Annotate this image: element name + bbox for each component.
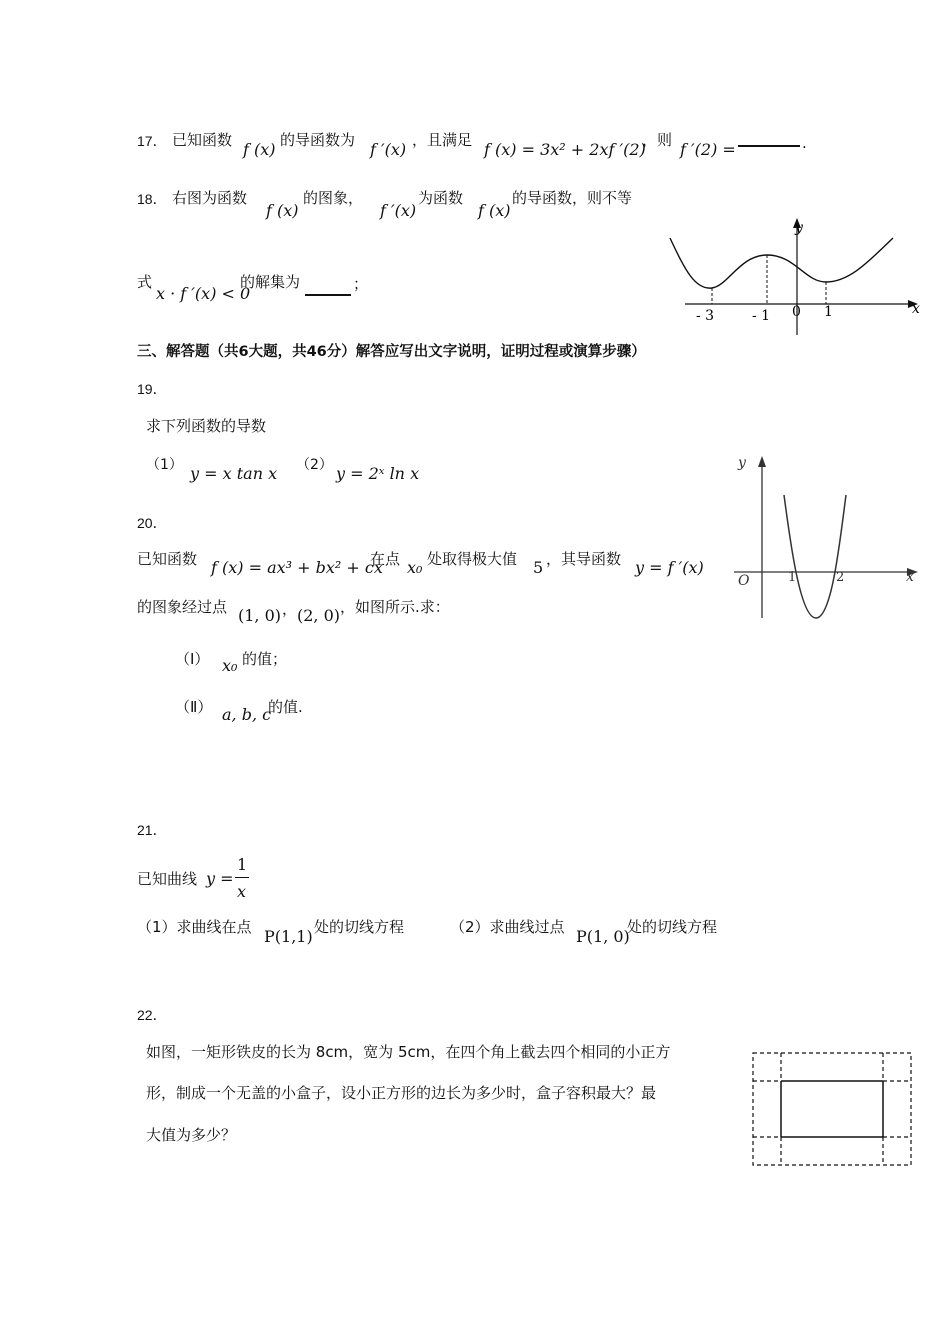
fraction-denominator: x [237, 882, 247, 901]
text: 处取得极大值 [427, 550, 518, 568]
question-number: 20． [137, 515, 167, 531]
answer-blank [738, 131, 800, 147]
math-expression: a, b, c [222, 705, 272, 724]
math-expression: P(1,1) [264, 927, 313, 946]
metal-sheet-figure [750, 1050, 915, 1168]
tick-label: - 1 [752, 308, 771, 324]
text: 处的切线方程 [627, 918, 718, 936]
text: ，则 [642, 131, 673, 149]
text: ，其导函数 [546, 550, 622, 568]
math-expression: x · f ′(x) < 0 [156, 284, 251, 303]
x-axis-label: x [906, 569, 914, 585]
question-number: 21． [137, 822, 167, 838]
text: 的导函数为 [280, 131, 356, 149]
text: ，如图所示.求： [340, 598, 450, 616]
question-number: 17． [137, 133, 167, 149]
derivative-graph-q20 [728, 450, 928, 625]
tick-label: 2 [836, 570, 845, 585]
text: 形，制成一个无盖的小盒子，设小正方形的边长为多少时，盒子容积最大？最 [146, 1084, 657, 1102]
text: 已知函数 [172, 131, 233, 149]
text: ， [282, 600, 298, 618]
math-expression: 5 [533, 558, 544, 577]
text: ； [353, 275, 369, 293]
question-number: 18． [137, 191, 167, 207]
origin-label: O [738, 573, 750, 589]
text: 在点 [370, 550, 401, 568]
text: 式 [137, 273, 153, 291]
function-graph-q18 [660, 210, 930, 340]
part-label: （1） [146, 457, 183, 473]
question-number: 19． [137, 381, 167, 397]
parabola [784, 495, 846, 618]
text: 大值为多少？ [146, 1126, 237, 1144]
text: 的图象， [303, 189, 364, 207]
math-expression: f (x) [266, 201, 299, 220]
text: 的导函数，则不等 [512, 189, 633, 207]
y-axis-label: y [738, 455, 746, 471]
tick-label: - 3 [696, 308, 715, 324]
math-expression: f (x) = 3x² + 2xf ′(2) [484, 140, 646, 159]
text: 为函数 [418, 189, 464, 207]
fraction-bar [235, 877, 249, 878]
curve [670, 238, 893, 288]
math-expression: f ′(x) [380, 201, 417, 220]
y-axis-label: y [795, 220, 803, 236]
math-expression: (1, 0) [238, 606, 282, 625]
math-expression: (2, 0) [297, 606, 341, 625]
text: 已知函数 [137, 550, 198, 568]
math-expression: f (x) [243, 140, 276, 159]
text: ，且满足 [412, 131, 473, 149]
text: 处的切线方程 [314, 918, 405, 936]
text: 求下列函数的导数 [146, 417, 267, 435]
math-expression: y = [206, 869, 234, 888]
text: 右图为函数 [172, 189, 248, 207]
math-expression: f ′(x) [370, 140, 407, 159]
tick-label: 0 [792, 304, 801, 320]
text: 的解集为 [240, 273, 301, 291]
math-expression: f (x) = ax³ + bx² + cx [211, 558, 383, 577]
math-expression: y = f ′(x) [635, 558, 704, 577]
section-heading: 三、解答题（共6大题，共46分）解答应写出文字说明，证明过程或演算步骤） [137, 344, 646, 360]
text: 如图，一矩形铁皮的长为 8cm，宽为 5cm，在四个角上截去四个相同的小正方 [146, 1043, 671, 1061]
math-expression: f (x) [478, 201, 511, 220]
math-expression: y = 2ˣ ln x [336, 464, 420, 483]
part-label: （Ⅱ） [175, 698, 213, 716]
sheet-outline [753, 1053, 911, 1165]
math-expression: f ′(2) = [680, 140, 736, 159]
math-expression: x₀ [407, 558, 423, 577]
math-expression: x₀ [222, 656, 238, 675]
question-number: 22． [137, 1007, 167, 1023]
answer-blank [305, 280, 351, 296]
text: 的值. [268, 698, 303, 716]
part-label: （2） [296, 457, 333, 473]
tick-label: 1 [788, 570, 797, 585]
x-axis-label: x [912, 301, 920, 317]
text: 已知曲线 [137, 870, 198, 888]
math-expression: y = x tan x [190, 464, 278, 483]
part-label: （2）求曲线过点 [450, 918, 565, 936]
text: . [802, 134, 807, 152]
text: 的图象经过点 [137, 598, 228, 616]
part-label: （1）求曲线在点 [137, 918, 252, 936]
part-label: （Ⅰ） [175, 650, 210, 668]
text: 的值； [242, 650, 288, 668]
math-expression: P(1, 0) [576, 927, 630, 946]
tick-label: 1 [824, 304, 833, 320]
y-axis-arrow [758, 456, 766, 467]
fraction-numerator: 1 [237, 855, 248, 874]
